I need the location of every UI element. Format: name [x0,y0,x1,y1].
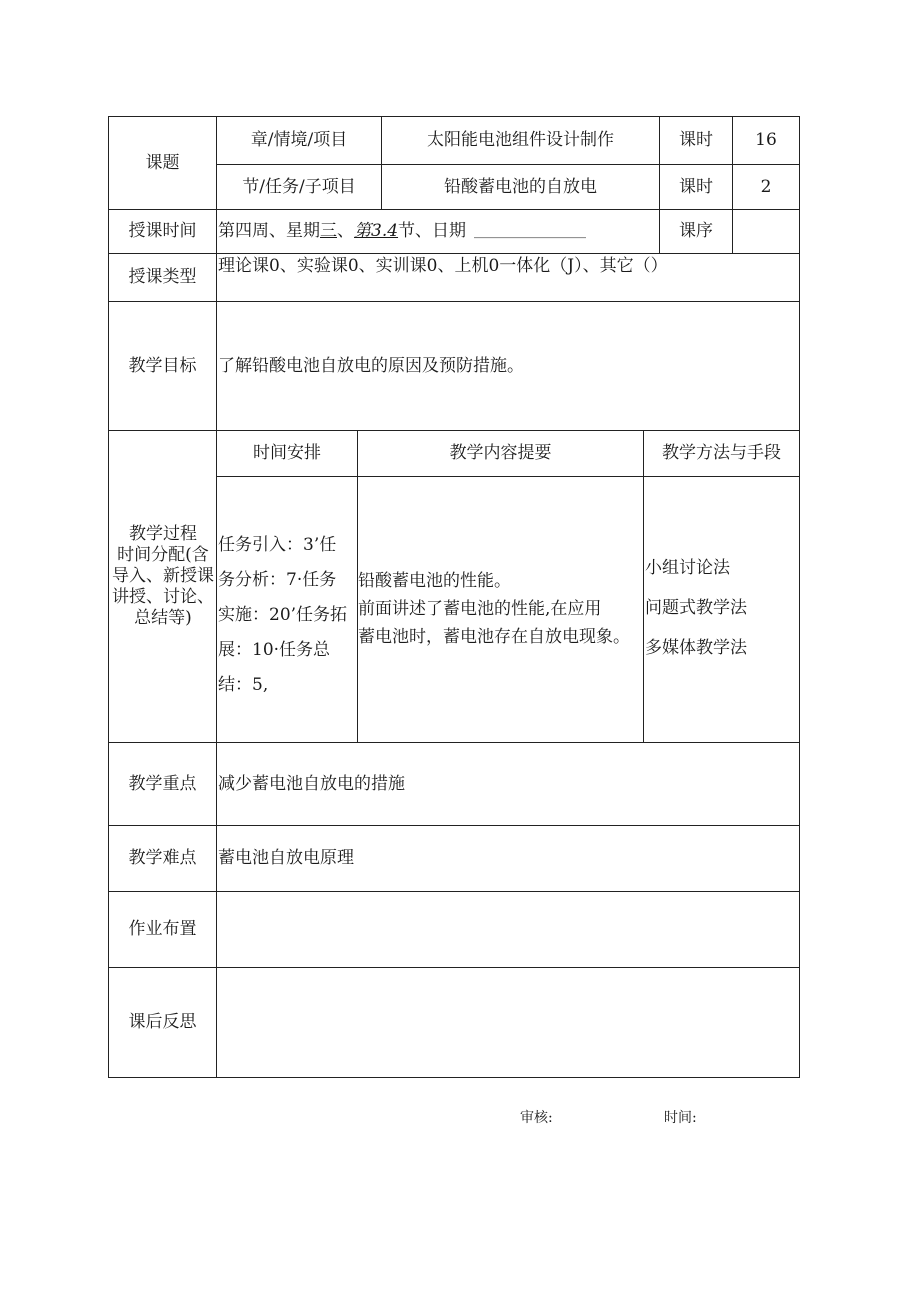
table-line [216,116,217,1078]
time-line: 展：10·任务总 [218,640,331,660]
order-value [733,210,799,253]
course-type-value: 理论课0、实验课0、实训课0、上机0一体化（J）、其它（） [218,256,668,276]
table-border-bottom [108,1077,800,1078]
hours-value-1: 16 [755,130,777,151]
col-content-header: 教学内容提要 [449,443,552,464]
process-label-line: 教学过程 [129,524,197,544]
homework-label: 作业布置 [128,919,197,940]
section-value: 铅酸蓄电池的自放电 [444,176,597,197]
process-label-line: 时间分配(含 [117,545,209,565]
reflection-label: 课后反思 [128,1012,197,1033]
hours-value-2: 2 [760,176,772,197]
teaching-methods [645,548,801,668]
time-line: 实施：20’任务拓 [218,605,348,625]
content-line: 蓄电池时，蓄电池存在自放电现象。 [358,627,630,647]
objective-label: 教学目标 [128,355,197,376]
objective-value: 了解铅酸电池自放电的原因及预防措施。 [218,355,524,376]
hours-label-1: 课时 [679,130,713,151]
process-label-line: 讲授、讨论、 [112,587,214,607]
topic-label: 课题 [145,152,180,173]
reflection-value [218,968,798,1077]
schedule-sep: 、 [337,221,354,242]
time-label: 时间: [664,1110,697,1126]
schedule-label: 授课时间 [128,221,197,242]
method-line: 小组讨论法 [645,558,730,578]
hours-label-2: 课时 [679,176,713,197]
review-label: 审核: [520,1110,553,1126]
process-label-line: 导入、新授课 [112,566,214,586]
chapter-value: 太阳能电池组件设计制作 [427,130,614,151]
chapter-label: 章/情境/项目 [250,130,348,151]
section-label: 节/任务/子项目 [242,176,356,197]
time-arrangement [218,528,356,703]
schedule-periods: 第3.4 [354,221,399,242]
difficulty-value: 蓄电池自放电原理 [218,848,354,869]
content-line: 前面讲述了蓄电池的性能,在应用 [358,599,602,619]
method-line: 问题式教学法 [645,598,747,618]
schedule-week: 第四周、星期 [218,221,320,242]
content-summary [358,567,644,651]
key-point-label: 教学重点 [128,773,197,794]
process-label [110,524,216,629]
method-line: 多媒体教学法 [645,638,747,658]
key-point-value: 减少蓄电池自放电的措施 [218,773,405,794]
time-line: 结：5, [218,675,269,695]
content-line: 铅酸蓄电池的性能。 [358,571,511,591]
schedule-date-blank: ________________ [474,223,587,240]
time-line: 任务引入：3’任 [218,535,337,555]
difficulty-label: 教学难点 [128,848,197,869]
order-label: 课序 [679,221,713,242]
time-line: 务分析：7·任务 [218,570,337,590]
course-type-label: 授课类型 [128,267,197,288]
schedule-weekday: 三 [320,221,337,242]
schedule-date-text: 节、日期 [398,221,467,242]
col-time-header: 时间安排 [253,443,321,464]
schedule-value [218,210,658,253]
process-label-line: 总结等) [134,608,192,628]
table-line [216,476,800,477]
col-method-header: 教学方法与手段 [662,443,781,464]
homework-value [218,892,798,967]
